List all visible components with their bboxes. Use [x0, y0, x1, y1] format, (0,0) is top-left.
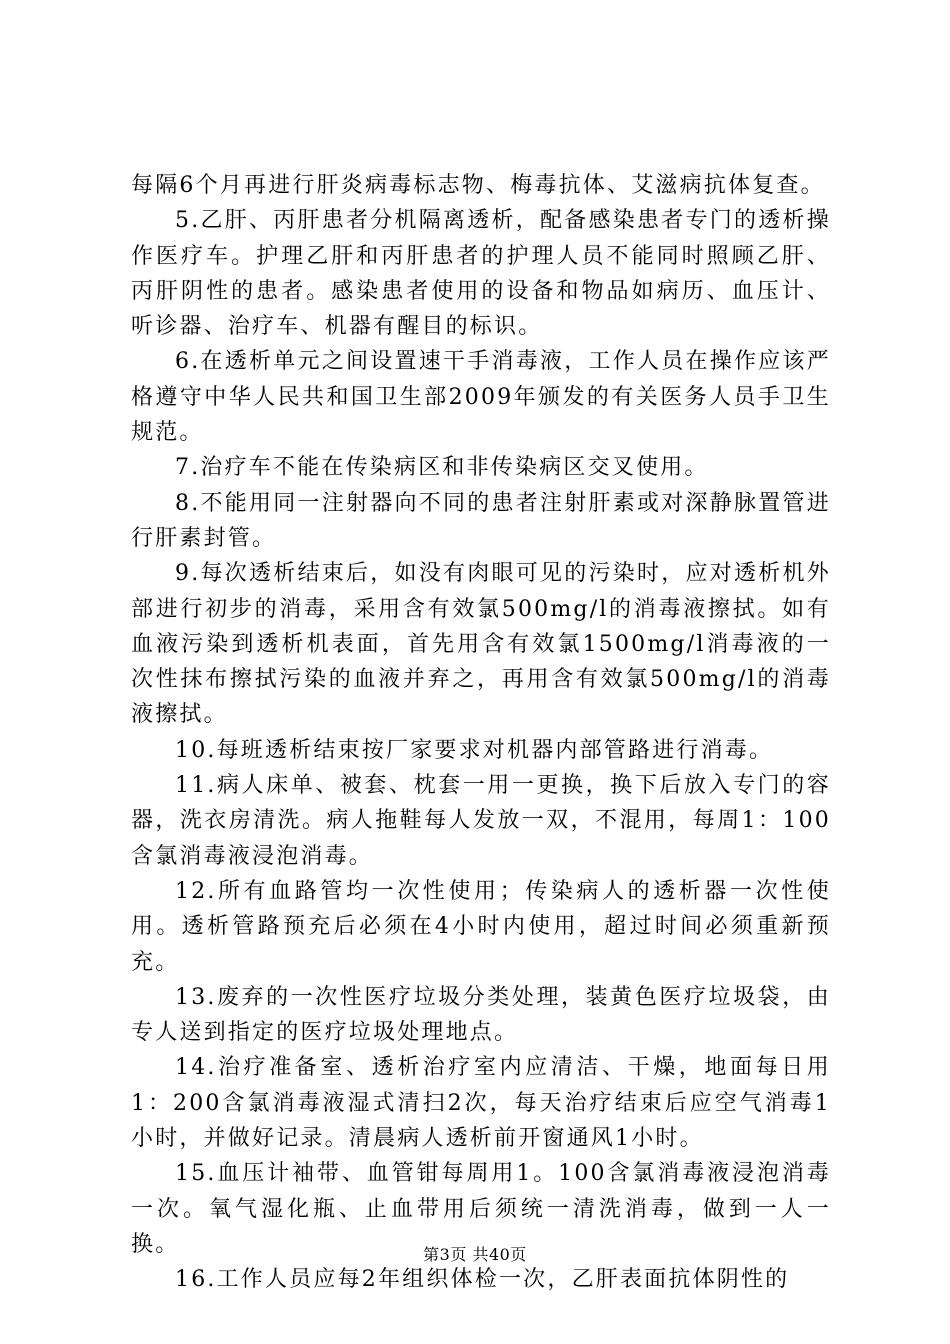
paragraph-item-8: 8.不能用同一注射器向不同的患者注射肝素或对深静脉置管进行肝素封管。: [131, 490, 831, 551]
paragraph-item-13: 13.废弃的一次性医疗垃圾分类处理，装黄色医疗垃圾袋，由专人送到指定的医疗垃圾处理地点。: [131, 984, 831, 1046]
paragraph-item-6: 6.在透析单元之间设置速干手消毒液，工作人员在操作应该严格遵守中华人民共和国卫生部2009年颁发的有关医务人员手卫生规范。: [131, 349, 831, 446]
paragraph-continuation: 每隔6个月再进行肝炎病毒标志物、梅毒抗体、艾滋病抗体复查。: [131, 173, 825, 198]
paragraph-item-15: 15.血压计袖带、血管钳每周用1。100含氯消毒液浸泡消毒一次。氧气湿化瓶、止血带用后须统一清洗消毒，做到一人一换。: [131, 1161, 831, 1257]
paragraph-item-7: 7.治疗车不能在传染病区和非传染病区交叉使用。: [175, 455, 709, 481]
paragraph-item-10: 10.每班透析结束按厂家要求对机器内部管路进行消毒。: [175, 737, 774, 763]
paragraph-item-9: 9.每次透析结束后，如没有肉眼可见的污染时，应对透析机外部进行初步的消毒，采用含有效氯500mg/l的消毒液擦拭。如有血液污染到透析机表面，首先用含有效氯1500mg/l消毒液的一次性抹布擦拭污染的血液并弃之，再用含有效氯500mg/l的消毒液擦拭。: [131, 561, 831, 728]
paragraph-item-5: 5.乙肝、丙肝患者分机隔离透析，配备感染患者专门的透析操作医疗车。护理乙肝和丙肝患者的护理人员不能同时照顾乙肝、丙肝阴性的患者。感染患者使用的设备和物品如病历、血压计、听诊器、治疗车、机器有醒目的标识。: [131, 208, 831, 340]
paragraph-item-16: 16.工作人员应每2年组织体检一次，乙肝表面抗体阴性的: [175, 1267, 790, 1293]
page-number-footer: 第3页 共40页: [423, 1245, 527, 1264]
paragraph-item-14: 14.治疗准备室、透析治疗室内应清洁、干燥，地面每日用1：200含氯消毒液湿式清扫2次，每天治疗结束后应空气消毒1小时，并做好记录。清晨病人透析前开窗通风1小时。: [131, 1055, 831, 1152]
document-body: [131, 168, 831, 1298]
paragraph-item-12: 12.所有血路管均一次性使用；传染病人的透析器一次性使用。透析管路预充后必须在4小时内使用，超过时间必须重新预充。: [131, 878, 831, 975]
paragraph-item-11: 11.病人床单、被套、枕套一用一更换，换下后放入专门的容器，洗衣房清洗。病人拖鞋每人发放一双，不混用，每周1：100含氯消毒液浸泡消毒。: [131, 773, 831, 869]
